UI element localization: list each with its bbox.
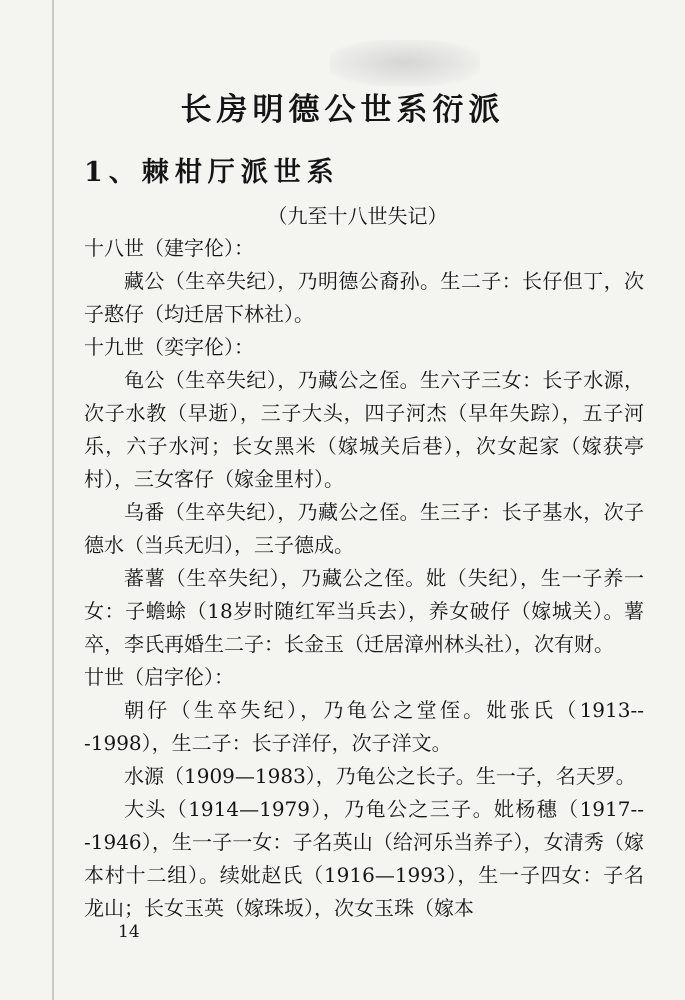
genealogy-paragraph: 藏公（生卒失纪），乃明德公裔孙。生二子：长仔但丁，次子憨仔（均迁居下林社）。 [84,269,644,326]
generation-heading: 十九世（奕字伦）： [84,335,254,359]
genealogy-paragraph: 乌番（生卒失纪），乃藏公之侄。生三子：长子基水，次子德水（当兵无归），三子德成。 [84,500,644,557]
generation-heading: 廿世（启字伦）： [84,665,234,689]
document-body [84,232,644,925]
genealogy-paragraph: 蕃薯（生卒失纪），乃藏公之侄。妣（失纪），生一子养一女：子蟾蜍（18岁时随红军当兵去），养女破仔（嫁城关）。薯卒，李氏再婚生二子：长金玉（迁居漳州林头社），次有财。 [84,566,644,656]
scan-smudge [330,40,480,86]
missing-generations-note: （九至十八世失记） [267,204,448,228]
generation-heading: 十八世（建字伦）： [84,236,254,260]
genealogy-paragraph: 朝仔（生卒失纪），乃龟公之堂侄。妣张氏（1913---1998），生二子：长子洋仔，次子洋文。 [84,698,644,755]
genealogy-paragraph: 大头（1914—1979），乃龟公之三子。妣杨穗（1917---1946），生一子一女：子名英山（给河乐当养子），女清秀（嫁本村十二组）。续妣赵氏（1916—1993），生一子四女：子名龙山；长女玉英（嫁珠坂），次女玉珠（嫁本 [84,797,644,920]
section-heading: 1、棘柑厅派世系 [84,157,340,188]
genealogy-paragraph: 水源（1909—1983），乃龟公之长子。生一子，名天罗。 [124,764,636,788]
page-number: 14 [118,922,140,942]
binding-margin-line [52,0,54,1000]
page-title: 长房明德公世系衍派 [180,92,505,128]
genealogy-paragraph: 龟公（生卒失纪），乃藏公之侄。生六子三女：长子水源，次子水教（早逝），三子大头，四子河杰（早年失踪），五子河乐，六子水河；长女黑米（嫁城关后巷），次女起家（嫁获亭村），三女客仔（嫁金里村）。 [84,368,644,491]
